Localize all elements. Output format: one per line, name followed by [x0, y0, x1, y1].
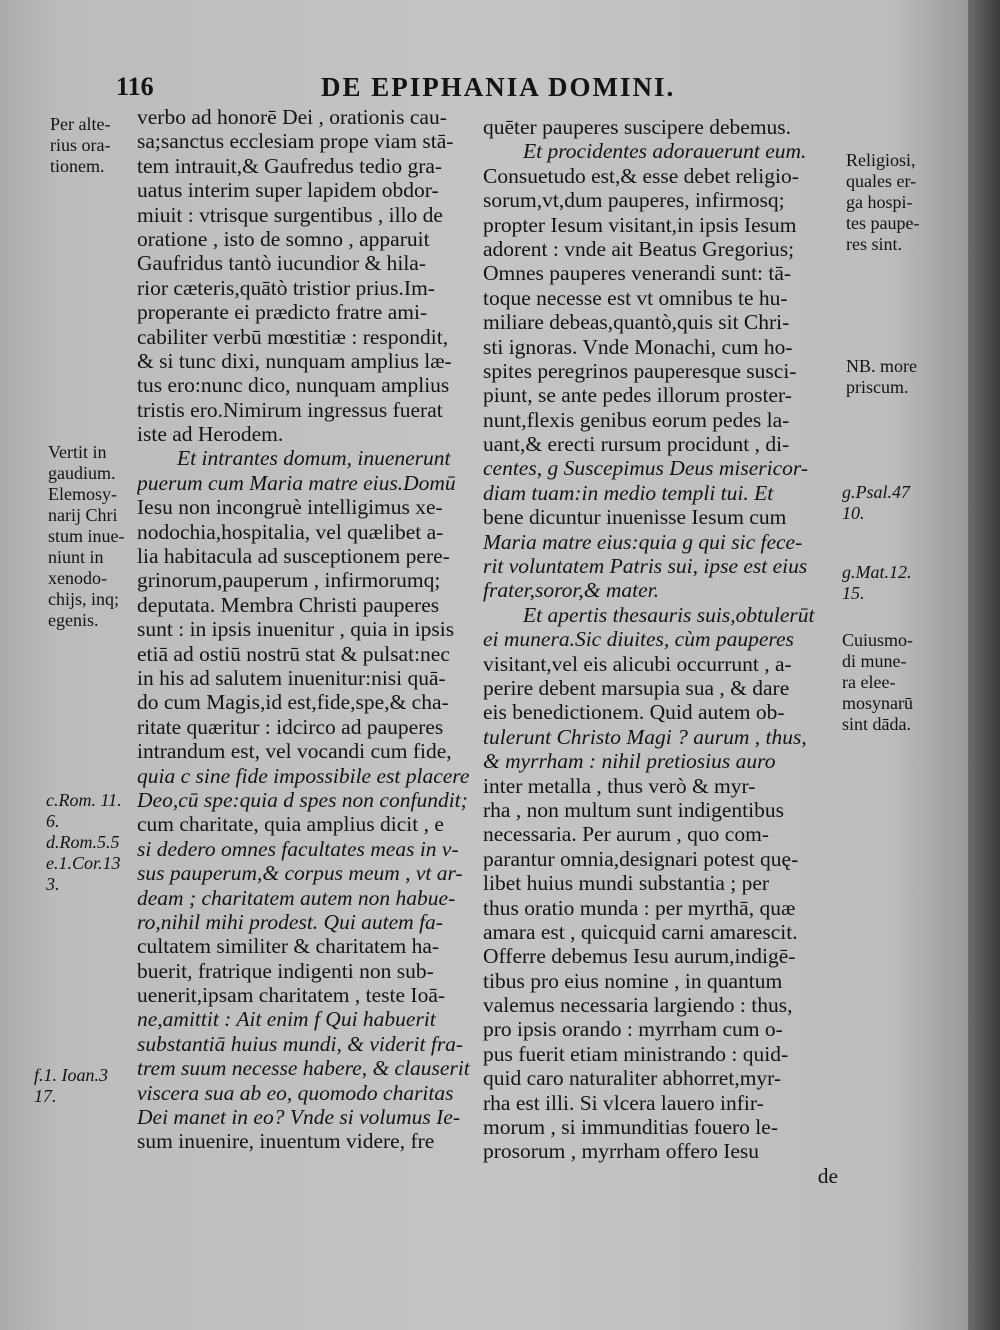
marginal-line: mosynarū — [842, 693, 913, 713]
marginal-line: rius ora- — [50, 135, 111, 155]
text-line: cultatem similiter & charitatem ha- — [137, 934, 440, 959]
marginal-line: Religiosi, — [846, 150, 916, 170]
text-line: bene dicuntur inuenisse Iesum cum — [483, 505, 787, 530]
text-line: lia habitacula ad susceptionem pere- — [137, 544, 450, 569]
marginal-line: c.Rom. 11. — [46, 790, 122, 810]
catchword: de — [817, 1163, 838, 1188]
left-marginal-note — [34, 1065, 108, 1107]
text-line: Omnes pauperes venerandi sunt: tā- — [483, 261, 792, 286]
text-line: pus fuerit etiam ministrando : quid- — [483, 1041, 789, 1066]
text-line: grinorum,pauperum , infirmorumq; — [137, 568, 441, 593]
text-line: piunt, se ante pedes illorum proster- — [483, 383, 792, 408]
text-line: Consuetudo est,& esse debet religio- — [483, 163, 799, 188]
text-line: Dei manet in eo? Vnde si volumus Ie- — [137, 1105, 461, 1130]
text-line: parantur omnia,designari potest quę- — [483, 846, 799, 871]
text-line: perire debent marsupia sua , & dare — [483, 675, 790, 700]
marginal-line: quales er- — [846, 171, 917, 191]
text-line: verbo ad honorē Dei , orationis cau- — [137, 105, 447, 129]
marginal-line: tes paupe- — [846, 213, 920, 233]
text-line: deputata. Membra Christi pauperes — [137, 592, 440, 617]
marginal-line: di mune- — [842, 651, 907, 671]
text-line: etiā ad ostiū nostrū stat & pulsat:nec — [137, 641, 450, 666]
text-line: tus ero:nunc dico, nunquam amplius — [137, 373, 450, 398]
text-line: valemus necessaria largiendo : thus, — [483, 993, 793, 1018]
text-line: pro ipsis orando : myrrham cum o- — [483, 1017, 783, 1042]
text-line: tulerunt Christo Magi ? aurum , thus, — [483, 724, 807, 749]
text-line: miliare debeas,quantò,quis sit Chri- — [483, 310, 790, 335]
marginal-line: priscum. — [846, 377, 909, 397]
text-line: sorum,vt,dum pauperes, infirmosq; — [483, 188, 785, 213]
marginal-line: Elemosy- — [48, 484, 117, 504]
text-line: tristis ero.Nimirum ingressus fuerat — [137, 397, 443, 422]
text-line: adorent : vnde ait Beatus Gregorius; — [483, 236, 795, 261]
marginal-line: 3. — [46, 874, 60, 894]
text-line: thus oratio munda : per myrthā, quæ — [483, 895, 796, 920]
text-line: puerum cum Maria matre eius.Domū — [137, 470, 456, 495]
right-marginal-note — [842, 630, 913, 735]
text-line: rior cæteris,quātò tristior prius.Im- — [137, 275, 435, 300]
marginal-line: 6. — [46, 811, 60, 831]
text-line: intrandum est, vel vocandi cum fide, — [137, 739, 452, 764]
marginal-line: res sint. — [846, 234, 902, 254]
page-number: 116 — [116, 72, 154, 101]
text-line: si dedero omnes facultates meas in v- — [137, 836, 459, 861]
text-line: uatus interim super lapidem obdor- — [137, 178, 439, 203]
text-line: nodochia,hospitalia, vel quælibet a- — [137, 519, 444, 544]
text-line: sti ignoras. Vnde Monachi, cum ho- — [483, 334, 793, 359]
text-line: Maria matre eius:quia g qui sic fece- — [483, 529, 803, 554]
text-line: amara est , quicquid carni amarescit. — [483, 919, 798, 944]
marginal-line: stum inue- — [48, 526, 125, 546]
text-line: sus pauperum,& corpus meum , vt ar- — [137, 861, 463, 886]
right-marginal-note — [846, 356, 917, 398]
text-line: quēter pauperes suscipere debemus. — [483, 115, 792, 139]
text-line: frater,soror,& mater. — [483, 578, 660, 603]
right-marginal-note — [846, 150, 919, 255]
text-line: nunt,flexis genibus eorum pedes la- — [483, 407, 790, 432]
text-line: Et procidentes adorauerunt eum. — [523, 139, 807, 164]
text-line: substantiā huius mundi, & viderit fra- — [137, 1031, 464, 1056]
left-marginal-note — [48, 442, 125, 631]
left-marginal-note — [50, 114, 110, 177]
marginal-line: ra elee- — [842, 672, 896, 692]
marginal-line: Cuiusmo- — [842, 630, 914, 650]
text-line: sum inuenire, inuentum videre, fre — [137, 1129, 435, 1154]
marginal-line: 10. — [842, 503, 865, 523]
marginal-line: 17. — [34, 1086, 57, 1106]
text-line: Iesu non incongruè intelligimus xe- — [137, 495, 443, 520]
text-line: rit voluntatem Patris sui, ipse est eius — [483, 554, 808, 579]
text-line: tibus pro eius nomine , in quantum — [483, 968, 783, 993]
marginal-line: sint dāda. — [842, 714, 911, 734]
text-line: ne,amittit : Ait enim f Qui habuerit — [137, 1007, 436, 1032]
text-line: toque necesse est vt omnibus te hu- — [483, 285, 788, 310]
text-line: buerit, fratrique indigenti non sub- — [137, 958, 434, 983]
left-text-column — [137, 105, 482, 1154]
text-line: cum charitate, quia amplius dicit , e — [137, 812, 444, 837]
marginal-line: niunt in — [48, 547, 104, 567]
text-line: Gaufridus tantò iucundior & hila- — [137, 251, 426, 276]
text-line: propter Iesum visitant,in ipsis Iesum — [483, 212, 797, 237]
text-line: properante ei prædicto fratre ami- — [137, 300, 428, 325]
page-header — [116, 70, 896, 110]
text-line: Et intrantes domum, inuenerunt — [177, 446, 451, 471]
book-gutter — [968, 0, 1000, 1330]
text-line: Deo,cū spe:quia d spes non confundit; — [137, 787, 468, 812]
running-title: DE EPIPHANIA DOMINI. — [321, 72, 676, 102]
marginal-line: narij Chri — [48, 505, 118, 525]
marginal-line: g.Mat.12. — [842, 562, 912, 582]
marginal-line: Vertit in — [48, 442, 107, 462]
text-line: & si tunc dixi, nunquam amplius læ- — [137, 348, 452, 373]
marginal-line: NB. more — [846, 356, 917, 376]
text-line: & myrrham : nihil pretiosius auro — [483, 749, 776, 774]
text-line: rha , non multum sunt indigentibus — [483, 797, 784, 822]
marginal-line: e.1.Cor.13 — [46, 853, 121, 873]
marginal-line: ga hospi- — [846, 192, 913, 212]
marginal-line: f.1. Ioan.3 — [34, 1065, 108, 1085]
right-text-column — [483, 115, 838, 1188]
text-line: centes, g Suscepimus Deus misericor- — [483, 456, 808, 481]
text-line: ei munera.Sic diuites, cùm pauperes — [483, 627, 794, 652]
text-line: libet huius mundi substantia ; per — [483, 871, 770, 896]
text-line: oratione , isto de somno , apparuit — [137, 226, 430, 251]
text-line: sa;sanctus ecclesiam prope viam stā- — [137, 129, 454, 154]
marginal-line: gaudium. — [48, 463, 116, 483]
marginal-line: xenodo- — [48, 568, 107, 588]
text-line: uenerit,ipsam charitatem , teste Ioā- — [137, 983, 446, 1008]
text-line: quid caro naturaliter abhorret,myr- — [483, 1066, 782, 1091]
right-marginal-note — [842, 562, 912, 604]
marginal-line: g.Psal.47 — [842, 482, 911, 502]
text-line: iste ad Herodem. — [137, 422, 284, 447]
text-line: sunt : in ipsis inuenitur , quia in ipsis — [137, 617, 455, 642]
text-line: prosorum , myrrham offero Iesu — [483, 1139, 760, 1164]
text-line: rha est illi. Si vlcera lauero infir- — [483, 1090, 764, 1115]
text-line: spites peregrinos pauperesque susci- — [483, 358, 797, 383]
marginal-line: 15. — [842, 583, 865, 603]
right-marginal-note — [842, 482, 910, 524]
text-line: tem intrauit,& Gaufredus tedio gra- — [137, 153, 443, 178]
text-line: do cum Magis,id est,fide,spe,& cha- — [137, 690, 449, 715]
text-line: inter metalla , thus verò & myr- — [483, 773, 756, 798]
text-line: uant,& erecti rursum procidunt , di- — [483, 432, 790, 457]
text-line: quia c sine fide impossibile est placere — [137, 763, 470, 788]
text-line: visitant,vel eis alicubi occurrunt , a- — [483, 651, 792, 676]
marginal-line: Per alte- — [50, 114, 111, 134]
text-line: Et apertis thesauris suis,obtulerūt — [523, 602, 815, 627]
text-line: ro,nihil mihi prodest. Qui autem fa- — [137, 909, 443, 934]
text-line: Offerre debemus Iesu aurum,indigē- — [483, 944, 796, 969]
text-line: miuit : vtrisque surgentibus , illo de — [137, 202, 443, 227]
text-line: necessaria. Per aurum , quo com- — [483, 822, 769, 847]
text-line: cabiliter verbū mœstitiæ : respondit, — [137, 324, 449, 349]
text-line: morum , si immunditias fouero le- — [483, 1115, 778, 1140]
marginal-line: chijs, inq; — [48, 589, 119, 609]
text-line: viscera sua ab eo, quomodo charitas — [137, 1080, 454, 1105]
text-line: deam ; charitatem autem non habue- — [137, 885, 456, 910]
text-line: diam tuam:in medio templi tui. Et — [483, 480, 774, 505]
left-marginal-note — [46, 790, 122, 895]
text-line: in his ad salutem inuenitur:nisi quā- — [137, 665, 446, 690]
marginal-line: tionem. — [50, 156, 105, 176]
text-line: eis benedictionem. Quid autem ob- — [483, 700, 785, 725]
text-line: ritate quæritur : idcirco ad pauperes — [137, 714, 444, 739]
text-line: trem suum necesse habere, & clauserit — [137, 1056, 470, 1081]
marginal-line: egenis. — [48, 610, 99, 630]
marginal-line: d.Rom.5.5 — [46, 832, 120, 852]
